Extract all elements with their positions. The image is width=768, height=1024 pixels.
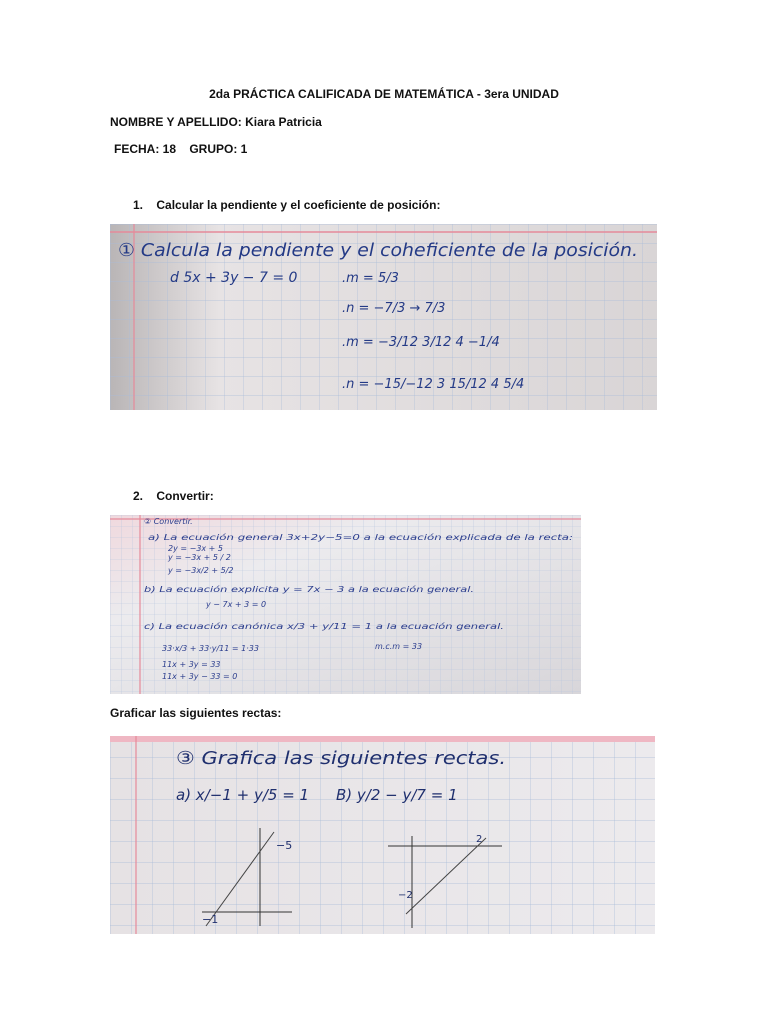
photo1-line: .m = −3/12 3/12 4 −1/4 (342, 335, 500, 350)
handwritten-photo-1 (110, 224, 657, 410)
graph-a-label: −1 (202, 913, 219, 926)
photo2-line: y = −3x/2 + 5/2 (168, 566, 234, 575)
question-text: Calcular la pendiente y el coeficiente de posición: (156, 198, 441, 212)
photo2-line: m.c.m = 33 (375, 642, 423, 651)
graph-a-label: −5 (276, 839, 293, 852)
photo2-line: b) La ecuación explicita y = 7x − 3 a la ecuación general. (144, 585, 376, 594)
photo2-line: c) La ecuación canónica x/3 + y/11 = 1 a la ecuación general. (144, 622, 393, 631)
photo1-line: .n = −15/−12 3 15/12 4 5/4 (342, 377, 525, 392)
photo2-line: 11x + 3y = 33 (162, 660, 221, 669)
photo2-line: a) La ecuación general 3x+2y−5=0 a la ecuación explicada de la recta: (148, 533, 437, 542)
photo2-line: 33·x/3 + 33·y/11 = 1·33 (162, 644, 259, 653)
photo1-line: .n = −7/3 → 7/3 (342, 301, 446, 316)
question-text: Convertir: (156, 489, 214, 503)
photo2-line: y = −3x + 5 / 2 (168, 553, 231, 562)
photo2-heading: ② Convertir. (144, 517, 193, 526)
photo1-equation: d 5x + 3y − 7 = 0 (170, 270, 298, 286)
photo2-line: y − 7x + 3 = 0 (206, 600, 267, 609)
photo1-line: .m = 5/3 (342, 271, 399, 286)
student-name-line: NOMBRE Y APELLIDO: Kiara Patricia (110, 115, 322, 129)
graph-a-equation: a) x/−1 + y/5 = 1 (176, 786, 310, 804)
question-3: Graficar las siguientes rectas: (110, 706, 282, 720)
date-group-line: FECHA: 18 GRUPO: 1 (114, 142, 248, 156)
document-title: 2da PRÁCTICA CALIFICADA DE MATEMÁTICA - 3era UNIDAD (209, 87, 559, 101)
graph-b-equation: B) y/2 − y/7 = 1 (336, 786, 458, 804)
question-2 (133, 489, 214, 503)
question-1 (133, 198, 440, 212)
graph-b-label: −2 (398, 890, 413, 901)
graph-b-label: 2 (476, 834, 483, 845)
question-number: 2. (133, 489, 144, 503)
photo2-line: 11x + 3y − 33 = 0 (162, 672, 238, 681)
photo3-heading: ③ Grafica las siguientes rectas. (176, 748, 506, 769)
photo1-heading: ① Calcula la pendiente y el coheficiente de la posición. (118, 240, 638, 261)
photo2-line: 2y = −3x + 5 (168, 544, 224, 553)
handwritten-photo-3 (110, 736, 655, 934)
question-number: 1. (133, 198, 144, 212)
handwritten-photo-2 (110, 515, 581, 694)
